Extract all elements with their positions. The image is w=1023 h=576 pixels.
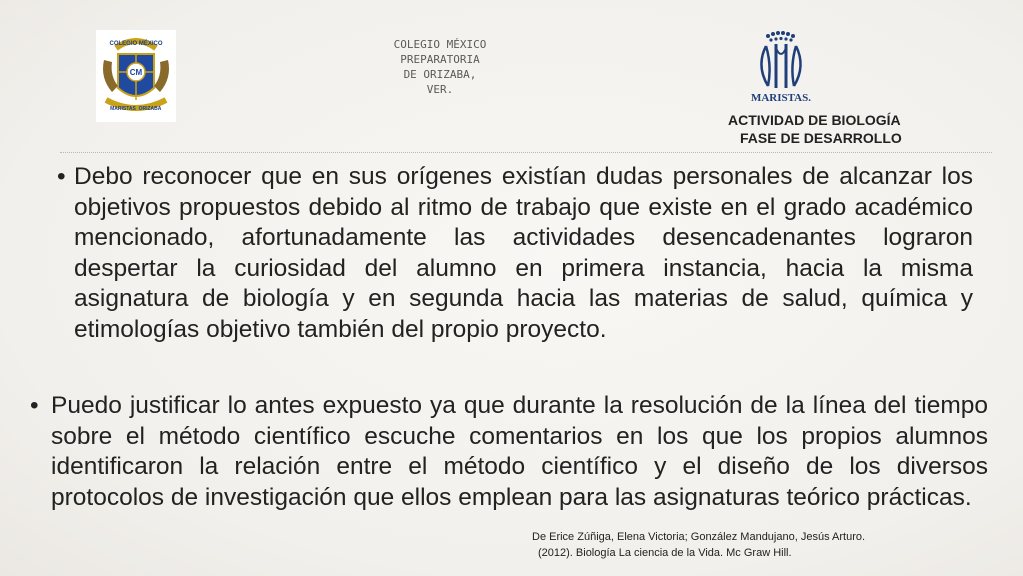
bullet-2: • bbox=[30, 392, 39, 419]
crest-top-text: COLEGIO MÉXICO bbox=[109, 41, 163, 47]
colegio-mexico-crest-icon bbox=[96, 30, 176, 122]
maristas-wordmark: MARISTAS. bbox=[750, 92, 812, 104]
activity-title bbox=[720, 111, 940, 147]
header-divider bbox=[60, 152, 992, 153]
crest-monogram: CM bbox=[129, 68, 143, 77]
maristas-logo-icon bbox=[742, 30, 820, 106]
reference-source: (2012). Biología La ciencia de la Vida. Mc Graw Hill. bbox=[538, 547, 792, 559]
crest-bottom-left-text: MARISTAS bbox=[110, 106, 136, 112]
activity-subject: ACTIVIDAD DE BIOLOGÍA bbox=[728, 112, 901, 128]
bullet-1: • bbox=[57, 163, 66, 190]
paragraph-1 bbox=[57, 162, 973, 345]
school-name: COLEGIO MÉXICO PREPARATORIA DE ORIZABA, VER. bbox=[393, 38, 487, 96]
paragraph-1-text: Debo reconocer que en sus orígenes existían dudas personales de alcanzar los objetivos propuestos debido al ritmo de trabajo que existe en el grado académico mencionado, afortunadamente las actividades desencadenantes lograron despertar la curiosidad del alumno en primera instancia, hacia la misma asignatura de biología y en segunda hacia las materias de salud, química y etimologías objetivo también del propio proyecto. bbox=[74, 163, 973, 343]
reference-citation bbox=[532, 529, 912, 561]
reference-authors: De Erice Zúñiga, Elena Victoria; González Mandujano, Jesús Arturo. bbox=[532, 531, 866, 543]
paragraph-2 bbox=[30, 391, 988, 513]
crest-bottom-right-text: ORIZABA bbox=[138, 106, 162, 112]
paragraph-2-text: Puedo justificar lo antes expuesto ya que durante la resolución de la línea del tiempo sobre el método científico escuche comentarios en los que los propios alumnos identificaron la relación entre el método científico y el diseño de los diversos protocolos de investigación que ellos emplean para las asignaturas teórico prácticas. bbox=[51, 392, 988, 511]
activity-phase: FASE DE DESARROLLO bbox=[740, 130, 902, 146]
